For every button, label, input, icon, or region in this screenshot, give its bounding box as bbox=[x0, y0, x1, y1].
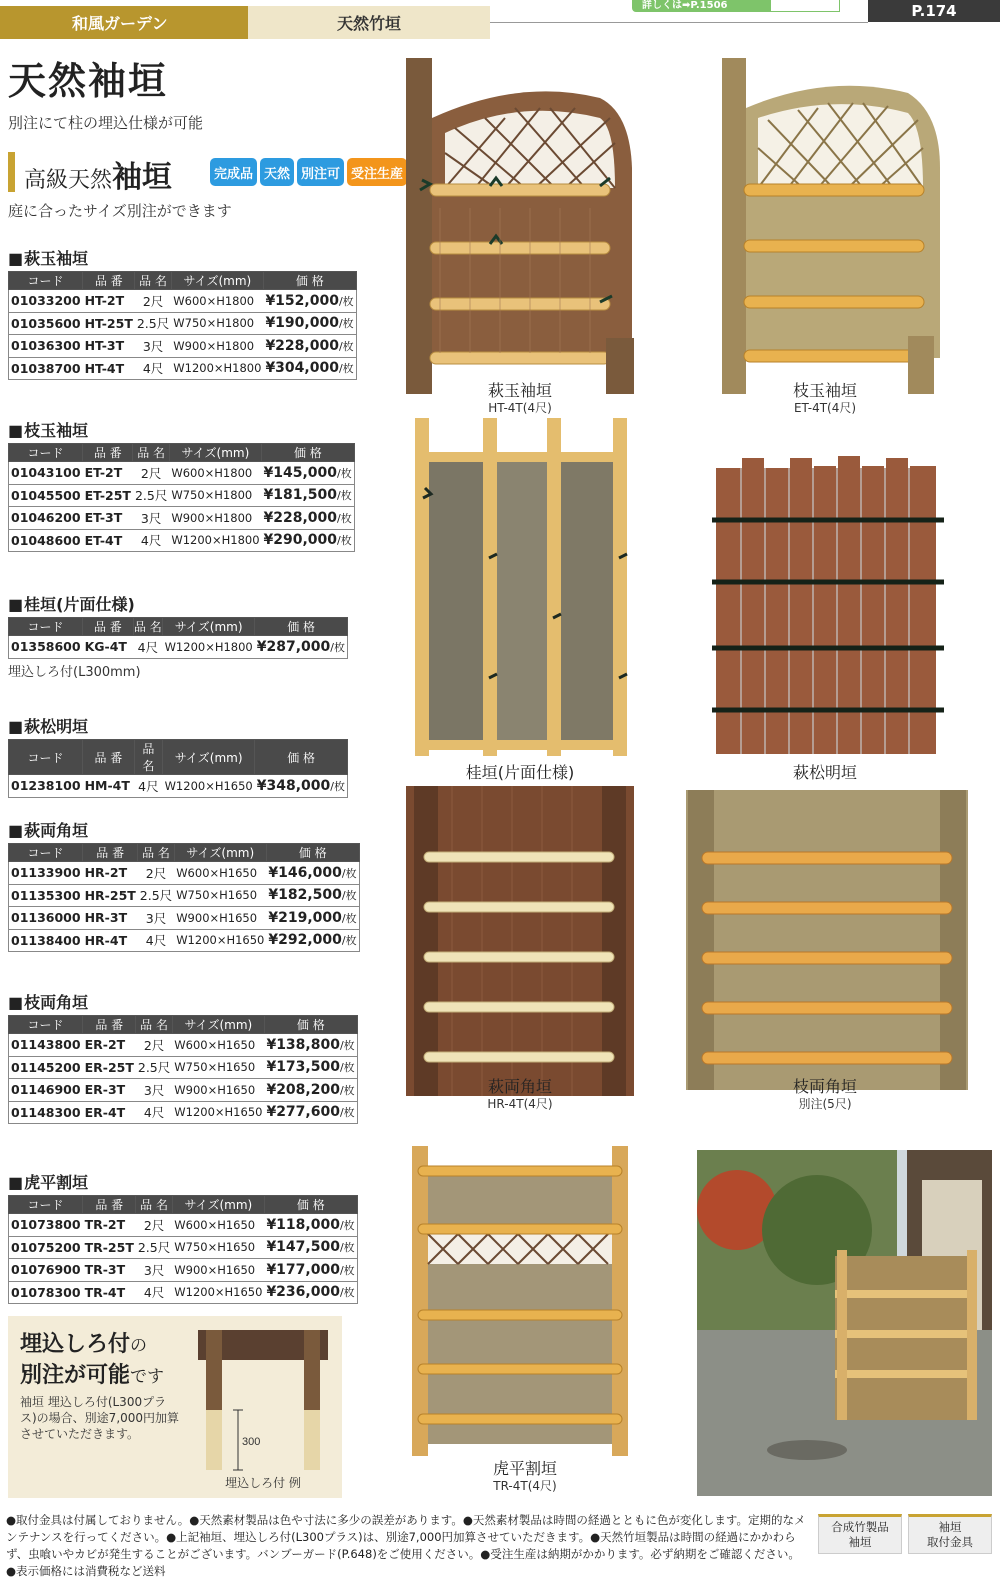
table-header-cell: 品 名 bbox=[138, 844, 174, 862]
table-header-cell: コード bbox=[9, 1196, 83, 1214]
caption-et bbox=[745, 378, 905, 415]
reference-box-blank bbox=[770, 0, 840, 12]
table-cell-pr: ¥190,000/枚 bbox=[263, 312, 356, 335]
table-row[interactable] bbox=[9, 929, 360, 952]
table-cell-sz: W750×H1800 bbox=[171, 312, 263, 335]
table-row[interactable] bbox=[9, 507, 355, 530]
table-cell-hm: 2.5尺 bbox=[138, 884, 174, 907]
table-cell-hb: ER-25T bbox=[83, 1056, 136, 1079]
product-block bbox=[8, 246, 354, 380]
price-unit: /枚 bbox=[341, 911, 357, 925]
table-header-cell: サイズ(mm) bbox=[171, 272, 263, 290]
table-cell-hm: 3尺 bbox=[135, 335, 171, 358]
table-cell-hb: ET-25T bbox=[83, 484, 133, 507]
footer-link-1-line1: 合成竹製品 bbox=[831, 1520, 889, 1534]
table-cell-hm: 3尺 bbox=[138, 907, 174, 930]
badge-natural: 天然 bbox=[260, 158, 294, 186]
table-cell-hm: 2尺 bbox=[135, 290, 171, 313]
table-row[interactable] bbox=[9, 1101, 358, 1124]
table-header-cell: 価 格 bbox=[266, 844, 359, 862]
product-name: ■ 枝玉袖垣 bbox=[8, 418, 348, 441]
table-header-cell: コード bbox=[9, 618, 83, 636]
feature-badges bbox=[210, 158, 407, 186]
table-cell-hb: TR-2T bbox=[83, 1214, 136, 1237]
product-name: ■ 虎平割垣 bbox=[8, 1170, 348, 1193]
table-cell-code: 01045500 bbox=[9, 484, 83, 507]
price-unit: /枚 bbox=[339, 1106, 355, 1120]
table-cell-sz: W900×H1650 bbox=[172, 1259, 264, 1282]
table-header-cell: 品 番 bbox=[83, 444, 133, 462]
caption-hm-name: 萩松明垣 bbox=[792, 763, 857, 782]
price-unit: /枚 bbox=[338, 339, 354, 353]
caption-hr bbox=[440, 1074, 600, 1111]
price-unit: /枚 bbox=[337, 511, 352, 525]
price-table bbox=[8, 739, 348, 798]
table-cell-pr: ¥118,000/枚 bbox=[264, 1214, 357, 1237]
table-row[interactable] bbox=[9, 290, 357, 313]
table-cell-hm: 2.5尺 bbox=[133, 484, 169, 507]
product-block bbox=[8, 1170, 355, 1304]
table-header-cell: 品 名 bbox=[136, 1016, 172, 1034]
table-cell-hm: 4尺 bbox=[133, 529, 169, 552]
table-header-cell: 品 番 bbox=[83, 740, 135, 775]
caption-kg-name: 桂垣(片面仕様) bbox=[465, 763, 575, 782]
table-cell-hm: 3尺 bbox=[136, 1259, 172, 1282]
table-cell-pr: ¥173,500/枚 bbox=[264, 1056, 357, 1079]
table-cell-code: 01033200 bbox=[9, 290, 83, 313]
table-cell-hb: HM-4T bbox=[83, 775, 135, 798]
table-header-cell: コード bbox=[9, 1016, 83, 1034]
table-cell-hb: ET-2T bbox=[83, 462, 133, 485]
embed-dimension-label: 300 bbox=[242, 1436, 261, 1448]
katsura-gaki-image bbox=[405, 418, 640, 756]
caption-kg bbox=[430, 760, 610, 783]
table-cell-code: 01075200 bbox=[9, 1236, 83, 1259]
table-header-cell: 品 番 bbox=[83, 844, 138, 862]
price-unit: /枚 bbox=[339, 1263, 355, 1277]
embed-headline-2: 別注が可能 bbox=[20, 1363, 131, 1388]
table-header-cell: コード bbox=[9, 844, 83, 862]
table-cell-hm: 2尺 bbox=[138, 862, 174, 885]
section-title-prefix: 高級天然 bbox=[24, 168, 113, 193]
table-header-cell: サイズ(mm) bbox=[172, 1016, 264, 1034]
table-cell-code: 01038700 bbox=[9, 357, 83, 380]
caption-hm bbox=[745, 760, 905, 783]
price-unit: /枚 bbox=[339, 1218, 355, 1232]
table-row[interactable] bbox=[9, 1079, 358, 1102]
table-cell-sz: W750×H1650 bbox=[172, 1236, 264, 1259]
subcategory-tab[interactable]: 天然竹垣 bbox=[248, 6, 490, 39]
table-cell-hb: HT-3T bbox=[83, 335, 135, 358]
table-cell-hb: HT-2T bbox=[83, 290, 135, 313]
table-cell-pr: ¥138,800/枚 bbox=[264, 1034, 357, 1057]
table-header-cell: 価 格 bbox=[264, 1016, 357, 1034]
table-cell-sz: W1200×H1800 bbox=[171, 357, 263, 380]
table-header-cell: コード bbox=[9, 444, 83, 462]
price-table bbox=[8, 271, 357, 380]
table-row[interactable] bbox=[9, 484, 355, 507]
price-table bbox=[8, 843, 360, 952]
table-header-cell: 品 名 bbox=[133, 444, 169, 462]
table-cell-pr: ¥152,000/枚 bbox=[263, 290, 356, 313]
caption-tr-name: 虎平割垣 bbox=[492, 1459, 557, 1478]
embed-headline-2-suffix: です bbox=[130, 1367, 165, 1387]
caption-ht-model: HT-4T(4尺) bbox=[488, 401, 552, 415]
table-cell-code: 01043100 bbox=[9, 462, 83, 485]
category-tab[interactable]: 和風ガーデン bbox=[0, 6, 248, 39]
table-header-cell: 品 名 bbox=[134, 740, 162, 775]
price-unit: /枚 bbox=[339, 1038, 355, 1052]
table-cell-code: 01138400 bbox=[9, 929, 83, 952]
caption-tr bbox=[445, 1456, 605, 1493]
section-note: 庭に合ったサイズ別注ができます bbox=[8, 202, 232, 220]
garden-installation-photo bbox=[697, 1150, 992, 1496]
table-row[interactable] bbox=[9, 775, 348, 798]
table-cell-code: 01133900 bbox=[9, 862, 83, 885]
price-unit: /枚 bbox=[339, 1241, 355, 1255]
product-block bbox=[8, 418, 352, 552]
table-cell-pr: ¥145,000/枚 bbox=[262, 462, 355, 485]
table-cell-code: 01036300 bbox=[9, 335, 83, 358]
price-unit: /枚 bbox=[338, 362, 354, 376]
table-cell-hb: KG-4T bbox=[83, 636, 134, 659]
table-header-cell: 品 番 bbox=[83, 618, 134, 636]
table-row[interactable] bbox=[9, 1236, 358, 1259]
table-cell-hb: TR-3T bbox=[83, 1259, 136, 1282]
product-name: ■ 桂垣(片面仕様) bbox=[8, 592, 348, 615]
hagi-tama-sodegaki-image bbox=[400, 58, 645, 394]
table-header-cell: コード bbox=[9, 272, 83, 290]
footer-notes: ●取付金具は付属しておりません。●天然素材製品は色や寸法に多少の誤差があります。●天然素材製品は時間の経過とともに色が変化します。定期的なメンテナンスを行ってください。●上記袖垣、埋込しろ付(L300プラス)は、別途7,000円加算させていただきます。●天然竹垣製品は時間の経過にかかわらず、虫喰いやカビが発生することがございます。バンブーガード(P.648)をご使用ください。●受注生産は納期がかかります。必ず納期をご確認ください。●表示価格には消費税など送料 bbox=[6, 1513, 806, 1578]
table-cell-code: 01136000 bbox=[9, 907, 83, 930]
eda-ryoukaku-gaki-image bbox=[682, 790, 972, 1090]
table-cell-hb: ER-2T bbox=[83, 1034, 136, 1057]
embed-custom-box bbox=[8, 1316, 342, 1498]
table-cell-sz: W1200×H1650 bbox=[172, 1281, 264, 1304]
table-cell-sz: W1200×H1650 bbox=[163, 775, 255, 798]
table-cell-pr: ¥228,000/枚 bbox=[263, 335, 356, 358]
table-cell-sz: W750×H1650 bbox=[174, 884, 266, 907]
table-header-cell: サイズ(mm) bbox=[163, 740, 255, 775]
table-cell-hm: 4尺 bbox=[133, 636, 162, 659]
table-cell-sz: W600×H1800 bbox=[171, 290, 263, 313]
hagi-ryoukaku-gaki-image bbox=[402, 786, 638, 1096]
table-row[interactable] bbox=[9, 884, 360, 907]
table-row[interactable] bbox=[9, 1259, 358, 1282]
table-header-cell: 品 番 bbox=[83, 1196, 136, 1214]
table-row[interactable] bbox=[9, 1281, 358, 1304]
section-title-main: 袖垣 bbox=[112, 160, 173, 195]
embed-example-image bbox=[198, 1330, 328, 1470]
reference-link[interactable]: 詳しくは➡P.1506 bbox=[632, 0, 770, 12]
table-cell-sz: W900×H1650 bbox=[174, 907, 266, 930]
page-subtitle: 別注にて柱の埋込仕様が可能 bbox=[8, 114, 204, 132]
price-unit: /枚 bbox=[341, 866, 357, 880]
price-unit: /枚 bbox=[339, 1083, 355, 1097]
table-cell-sz: W600×H1650 bbox=[172, 1034, 264, 1057]
table-cell-hm: 2.5尺 bbox=[136, 1236, 172, 1259]
table-cell-pr: ¥219,000/枚 bbox=[266, 907, 359, 930]
price-unit: /枚 bbox=[341, 889, 357, 903]
table-header-cell: サイズ(mm) bbox=[172, 1196, 264, 1214]
table-cell-code: 01358600 bbox=[9, 636, 83, 659]
section-title bbox=[24, 152, 172, 196]
table-cell-code: 01143800 bbox=[9, 1034, 83, 1057]
product-name: ■ 萩両角垣 bbox=[8, 818, 348, 841]
table-header-cell: サイズ(mm) bbox=[169, 444, 261, 462]
price-unit: /枚 bbox=[338, 317, 354, 331]
price-table bbox=[8, 1015, 358, 1124]
table-cell-sz: W900×H1800 bbox=[171, 335, 263, 358]
table-cell-pr: ¥290,000/枚 bbox=[262, 529, 355, 552]
table-cell-hb: HT-25T bbox=[83, 312, 135, 335]
table-cell-code: 01035600 bbox=[9, 312, 83, 335]
table-cell-pr: ¥177,000/枚 bbox=[264, 1259, 357, 1282]
footer-link-1-line2: 袖垣 bbox=[848, 1535, 872, 1549]
table-cell-hm: 4尺 bbox=[138, 929, 174, 952]
footer-link-mounting-hardware[interactable] bbox=[908, 1514, 992, 1554]
price-unit: /枚 bbox=[341, 934, 357, 948]
table-cell-sz: W1200×H1800 bbox=[169, 529, 261, 552]
table-cell-hm: 4尺 bbox=[136, 1281, 172, 1304]
price-table bbox=[8, 1195, 358, 1304]
price-unit: /枚 bbox=[337, 489, 352, 503]
table-header-cell: 品 名 bbox=[136, 1196, 172, 1214]
header-divider bbox=[490, 22, 868, 23]
table-cell-code: 01073800 bbox=[9, 1214, 83, 1237]
table-cell-pr: ¥181,500/枚 bbox=[262, 484, 355, 507]
table-cell-sz: W750×H1650 bbox=[172, 1056, 264, 1079]
table-cell-sz: W900×H1650 bbox=[172, 1079, 264, 1102]
product-note: 埋込しろ付(L300mm) bbox=[8, 664, 141, 680]
caption-et-model: ET-4T(4尺) bbox=[793, 401, 857, 415]
table-header-cell: サイズ(mm) bbox=[174, 844, 266, 862]
table-header-cell: 価 格 bbox=[262, 444, 355, 462]
table-cell-hm: 4尺 bbox=[135, 357, 171, 380]
price-unit: /枚 bbox=[337, 534, 352, 548]
table-cell-code: 01145200 bbox=[9, 1056, 83, 1079]
table-cell-hm: 2尺 bbox=[136, 1034, 172, 1057]
table-cell-sz: W1200×H1650 bbox=[174, 929, 266, 952]
footer-link-2-line2: 取付金具 bbox=[927, 1535, 973, 1549]
table-row[interactable] bbox=[9, 462, 355, 485]
price-unit: /枚 bbox=[339, 1286, 355, 1300]
page-title: 天然袖垣 bbox=[8, 59, 169, 103]
table-cell-sz: W600×H1800 bbox=[169, 462, 261, 485]
table-header-cell: 価 格 bbox=[263, 272, 356, 290]
caption-er-name: 枝両角垣 bbox=[792, 1077, 857, 1096]
table-cell-sz: W1200×H1650 bbox=[172, 1101, 264, 1124]
table-cell-code: 01048600 bbox=[9, 529, 83, 552]
table-row[interactable] bbox=[9, 529, 355, 552]
product-block bbox=[8, 592, 348, 680]
table-cell-hm: 2.5尺 bbox=[135, 312, 171, 335]
table-cell-hm: 2.5尺 bbox=[136, 1056, 172, 1079]
badge-made-to-order: 受注生産 bbox=[347, 158, 407, 186]
footer-link-synthetic-bamboo[interactable] bbox=[818, 1514, 902, 1554]
table-cell-code: 01076900 bbox=[9, 1259, 83, 1282]
embed-headline-1: 埋込しろ付 bbox=[20, 1332, 131, 1357]
table-cell-pr: ¥147,500/枚 bbox=[264, 1236, 357, 1259]
table-cell-code: 01046200 bbox=[9, 507, 83, 530]
caption-er bbox=[745, 1074, 905, 1111]
table-cell-hb: ET-4T bbox=[83, 529, 133, 552]
table-cell-hb: HR-2T bbox=[83, 862, 138, 885]
table-cell-sz: W600×H1650 bbox=[174, 862, 266, 885]
caption-et-name: 枝玉袖垣 bbox=[792, 381, 857, 400]
table-cell-hm: 4尺 bbox=[136, 1101, 172, 1124]
table-cell-code: 01148300 bbox=[9, 1101, 83, 1124]
product-name: ■ 枝両角垣 bbox=[8, 990, 348, 1013]
table-cell-pr: ¥277,600/枚 bbox=[264, 1101, 357, 1124]
hagi-shoumei-gaki-image bbox=[712, 448, 944, 754]
embed-headline bbox=[20, 1330, 164, 1392]
caption-ht-name: 萩玉袖垣 bbox=[487, 381, 552, 400]
table-row[interactable] bbox=[9, 335, 357, 358]
price-table bbox=[8, 443, 355, 552]
table-cell-pr: ¥287,000/枚 bbox=[255, 636, 348, 659]
table-cell-pr: ¥236,000/枚 bbox=[264, 1281, 357, 1304]
table-cell-sz: W900×H1800 bbox=[169, 507, 261, 530]
product-block bbox=[8, 714, 348, 798]
table-cell-hb: HR-4T bbox=[83, 929, 138, 952]
table-row[interactable] bbox=[9, 1056, 358, 1079]
table-header-cell: 品 名 bbox=[133, 618, 162, 636]
embed-caption: 埋込しろ付 例 bbox=[225, 1476, 301, 1490]
table-cell-pr: ¥228,000/枚 bbox=[262, 507, 355, 530]
eda-tama-sodegaki-image bbox=[718, 58, 950, 394]
table-row[interactable] bbox=[9, 862, 360, 885]
table-cell-sz: W1200×H1800 bbox=[163, 636, 255, 659]
table-cell-hm: 4尺 bbox=[134, 775, 162, 798]
table-cell-hb: HR-3T bbox=[83, 907, 138, 930]
caption-hr-name: 萩両角垣 bbox=[487, 1077, 552, 1096]
caption-tr-model: TR-4T(4尺) bbox=[493, 1479, 557, 1493]
table-cell-hb: TR-25T bbox=[83, 1236, 136, 1259]
table-row[interactable] bbox=[9, 636, 348, 659]
table-row[interactable] bbox=[9, 1214, 358, 1237]
table-cell-hb: ER-4T bbox=[83, 1101, 136, 1124]
price-unit: /枚 bbox=[330, 779, 345, 793]
badge-custom: 別注可 bbox=[297, 158, 344, 186]
table-cell-sz: W600×H1650 bbox=[172, 1214, 264, 1237]
table-cell-hm: 3尺 bbox=[133, 507, 169, 530]
price-unit: /枚 bbox=[330, 640, 345, 654]
caption-ht bbox=[440, 378, 600, 415]
table-header-cell: 品 番 bbox=[83, 272, 135, 290]
table-cell-pr: ¥348,000/枚 bbox=[255, 775, 348, 798]
product-name: ■ 萩松明垣 bbox=[8, 714, 348, 737]
section-accent-bar bbox=[8, 152, 15, 192]
product-block bbox=[8, 990, 355, 1124]
table-header-cell: 価 格 bbox=[264, 1196, 357, 1214]
table-cell-pr: ¥182,500/枚 bbox=[266, 884, 359, 907]
table-row[interactable] bbox=[9, 357, 357, 380]
table-header-cell: サイズ(mm) bbox=[163, 618, 255, 636]
table-cell-pr: ¥208,200/枚 bbox=[264, 1079, 357, 1102]
product-name: ■ 萩玉袖垣 bbox=[8, 246, 348, 269]
table-cell-hb: ET-3T bbox=[83, 507, 133, 530]
table-cell-pr: ¥146,000/枚 bbox=[266, 862, 359, 885]
table-header-cell: 品 名 bbox=[135, 272, 171, 290]
price-unit: /枚 bbox=[339, 1061, 355, 1075]
table-header-cell: 価 格 bbox=[255, 618, 348, 636]
table-cell-code: 01146900 bbox=[9, 1079, 83, 1102]
table-cell-code: 01238100 bbox=[9, 775, 83, 798]
embed-headline-1-suffix: の bbox=[130, 1336, 148, 1356]
table-header-cell: 品 番 bbox=[83, 1016, 136, 1034]
table-cell-pr: ¥292,000/枚 bbox=[266, 929, 359, 952]
table-header-cell: 価 格 bbox=[255, 740, 348, 775]
table-row[interactable] bbox=[9, 907, 360, 930]
price-unit: /枚 bbox=[337, 466, 352, 480]
tora-hirawari-gaki-image bbox=[404, 1146, 644, 1456]
table-cell-hb: HT-4T bbox=[83, 357, 135, 380]
table-cell-hm: 2尺 bbox=[133, 462, 169, 485]
table-header-cell: コード bbox=[9, 740, 83, 775]
table-cell-sz: W750×H1800 bbox=[169, 484, 261, 507]
caption-er-model: 別注(5尺) bbox=[798, 1097, 852, 1111]
table-row[interactable] bbox=[9, 312, 357, 335]
footer-link-2-line1: 袖垣 bbox=[938, 1520, 962, 1534]
table-row[interactable] bbox=[9, 1034, 358, 1057]
table-cell-hb: HR-25T bbox=[83, 884, 138, 907]
table-cell-code: 01135300 bbox=[9, 884, 83, 907]
badge-complete: 完成品 bbox=[210, 158, 257, 186]
table-cell-pr: ¥304,000/枚 bbox=[263, 357, 356, 380]
price-table bbox=[8, 617, 348, 659]
page-number: P.174 bbox=[868, 0, 1000, 22]
price-unit: /枚 bbox=[338, 294, 354, 308]
table-cell-hm: 3尺 bbox=[136, 1079, 172, 1102]
table-cell-hm: 2尺 bbox=[136, 1214, 172, 1237]
table-cell-hb: TR-4T bbox=[83, 1281, 136, 1304]
table-cell-hb: ER-3T bbox=[83, 1079, 136, 1102]
page-header bbox=[0, 0, 1000, 44]
caption-hr-model: HR-4T(4尺) bbox=[487, 1097, 553, 1111]
product-block bbox=[8, 818, 357, 952]
embed-description: 袖垣 埋込しろ付(L300プラス)の場合、別途7,000円加算させていただきます。 bbox=[20, 1395, 180, 1441]
table-cell-code: 01078300 bbox=[9, 1281, 83, 1304]
